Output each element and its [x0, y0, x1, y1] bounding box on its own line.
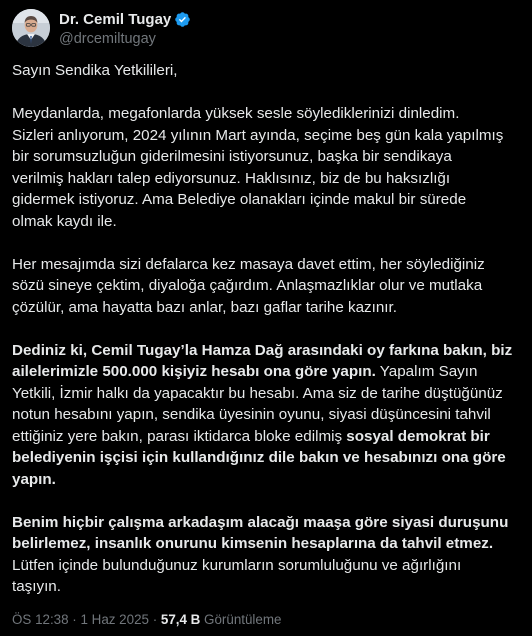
- post-paragraph: [12, 103, 520, 232]
- post-text-bold-segment: sosyal demokrat bir belediyenin işçisi için kullandığınız dile bakın ve hesabınızı ona göre yapın.: [12, 427, 506, 488]
- post-text-segment: Her mesajımda sizi defalarca kez masaya davet ettim, her söylediğiniz sözü sineye çektim, diyaloğa çağırdım. Anlaşmazlıklar olur ve mutlaka çözülür, ama hayatta bazı anlar, bazı gaflar tarihe kazınır.: [12, 255, 485, 316]
- author-handle[interactable]: @drcemiltugay: [59, 30, 156, 47]
- post-header: [12, 8, 191, 48]
- post-text-segment: Meydanlarda, megafonlarda yüksek sesle söylediklerinizi dinledim. Sizleri anlıyorum, 2024 yılının Mart ayında, seçime beş gün kala yapılmış bir sorumsuzluğun giderilmesini istiyorsunuz, başka bir sendikaya verilmiş hakları talep ediyorsunuz. Haklısınız, biz de bu haksızlığı gidermek istiyoruz. Ama Belediye olanakları içinde makul bir sürede olmak kaydı ile.: [12, 105, 504, 230]
- post-text-bold-segment: Dediniz ki, Cemil Tugay’la Hamza Dağ arasındaki oy farkına bakın, biz ailelerimizle 500.000 kişiyiz hesabı ona göre yapın.: [12, 341, 513, 380]
- post-timestamp[interactable]: ÖS 12:38 · 1 Haz 2025: [12, 612, 149, 627]
- post-text-bold-segment: Benim hiçbir çalışma arkadaşım alacağı maaşa göre siyasi duruşunu belirlemez, insanlık onurunu kimsenin hesaplarına da tahvil etmez.: [12, 513, 509, 552]
- meta-separator: ·: [148, 612, 161, 627]
- views-count: 57,4 B: [160, 612, 201, 627]
- post-text-segment: Yapalım Sayın Yetkili, İzmir halkı da yapacaktır bu hesabı. Ama siz de tarihe düştüğünüz notun hesabını yapın, sendika üyesinin oyunu, siyasi düşüncesini tahvil ettiğiniz yere bakın, parası iktidarca bloke edilmiş: [12, 363, 503, 445]
- name-row: [59, 10, 191, 30]
- post-text-segment: Lütfen içinde bulunduğunuz kurumların sorumluluğunu ve ağırlığını taşıyın.: [12, 556, 462, 595]
- avatar-image: [12, 9, 50, 47]
- post-paragraph: [12, 254, 520, 319]
- post-paragraph: [12, 60, 520, 82]
- avatar[interactable]: [12, 9, 50, 47]
- views-label: Görüntüleme: [200, 612, 282, 627]
- verified-badge-icon[interactable]: [174, 11, 191, 28]
- post-text-segment: Sayın Sendika Yetkilileri,: [12, 62, 178, 79]
- display-name[interactable]: Dr. Cemil Tugay: [59, 11, 172, 28]
- post-paragraph: [12, 512, 520, 598]
- post-paragraph: [12, 340, 520, 491]
- post-meta: [12, 612, 281, 627]
- post-text: [12, 60, 520, 598]
- author-names: [59, 10, 191, 47]
